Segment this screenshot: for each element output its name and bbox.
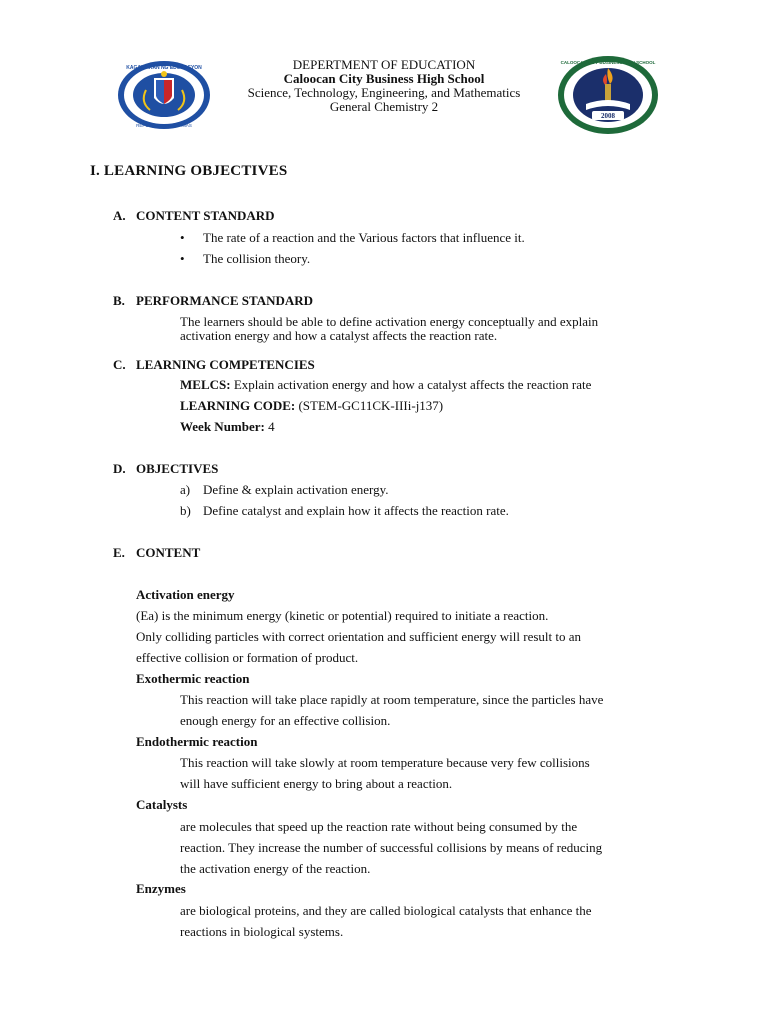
objectives-heading <box>113 461 218 477</box>
performance-standard-line-2: activation energy and how a catalyst affects the reaction rate. <box>180 328 498 343</box>
catalysts-line-3: the activation energy of the reaction. <box>180 861 371 876</box>
section-title: I. LEARNING OBJECTIVES <box>90 163 288 179</box>
objectives-letter: D. <box>113 461 126 476</box>
learning-competencies-heading <box>113 357 315 373</box>
bullet-icon: • <box>180 251 185 266</box>
melcs-label: MELCS: <box>180 377 231 392</box>
header-school-name: Caloocan City Business High School <box>283 71 485 86</box>
content-standard-bullet-2: The collision theory. <box>203 251 311 266</box>
bullet-icon: • <box>180 230 185 245</box>
content-standard-letter: A. <box>113 208 126 223</box>
exothermic-heading: Exothermic reaction <box>136 671 250 686</box>
melcs-line <box>180 378 591 392</box>
content-letter: E. <box>113 545 125 560</box>
endothermic-heading: Endothermic reaction <box>136 734 258 749</box>
exothermic-line-1: This reaction will take place rapidly at room temperature, since the particles have <box>180 692 604 707</box>
content-standard-bullet-1: The rate of a reaction and the Various factors that influence it. <box>203 230 525 245</box>
svg-text:REPUBLIKA NG PILIPINAS: REPUBLIKA NG PILIPINAS <box>136 123 192 128</box>
performance-standard-letter: B. <box>113 293 125 308</box>
objective-marker-b: b) <box>180 503 191 518</box>
enzymes-line-2: reactions in biological systems. <box>180 924 344 939</box>
svg-text:2008: 2008 <box>601 112 615 120</box>
learning-code-label: LEARNING CODE: <box>180 398 296 413</box>
performance-standard-heading <box>113 293 313 309</box>
objective-marker-a: a) <box>180 482 191 497</box>
activation-energy-line-1: (Ea) is the minimum energy (kinetic or potential) required to initiate a reaction. <box>136 608 549 623</box>
week-number-line <box>180 420 275 434</box>
content-standard-heading <box>113 208 275 224</box>
performance-standard-line-1: The learners should be able to define activation energy conceptually and explain <box>180 314 599 329</box>
enzymes-heading: Enzymes <box>136 881 186 896</box>
endothermic-line-2: will have sufficient energy to bring about a reaction. <box>180 776 453 791</box>
learning-code-line <box>180 399 443 413</box>
enzymes-line-1: are biological proteins, and they are called biological catalysts that enhance the <box>180 903 592 918</box>
exothermic-line-2: enough energy for an effective collision. <box>180 713 391 728</box>
melcs-text: Explain activation energy and how a catalyst affects the reaction rate <box>230 377 592 392</box>
activation-energy-line-2: Only colliding particles with correct orientation and sufficient energy will result to an <box>136 629 582 644</box>
svg-text:KAGAWARAN NG EDUKASYON: KAGAWARAN NG EDUKASYON <box>126 65 202 71</box>
week-number-label: Week Number: <box>180 419 265 434</box>
catalysts-line-2: reaction. They increase the number of successful collisions by means of reducing <box>180 840 603 855</box>
header-department: DEPERTMENT OF EDUCATION <box>292 57 476 72</box>
content-title: CONTENT <box>136 545 201 560</box>
learning-code-text: (STEM-GC11CK-IIIi-j137) <box>295 398 444 413</box>
catalysts-heading: Catalysts <box>136 797 188 812</box>
objective-item-a: Define & explain activation energy. <box>203 482 389 497</box>
performance-standard-title: PERFORMANCE STANDARD <box>136 293 314 308</box>
learning-competencies-title: LEARNING COMPETENCIES <box>136 357 315 372</box>
endothermic-line-1: This reaction will take slowly at room temperature because very few collisions <box>180 755 590 770</box>
activation-energy-line-3: effective collision or formation of product. <box>136 650 359 665</box>
svg-text:CALOOCAN CITY BUSINESS HIGH SC: CALOOCAN CITY BUSINESS HIGH SCHOOL <box>560 60 656 65</box>
objectives-title: OBJECTIVES <box>136 461 219 476</box>
week-number-text: 4 <box>264 419 275 434</box>
catalysts-line-1: are molecules that speed up the reaction rate without being consumed by the <box>180 819 578 834</box>
content-heading <box>113 545 200 561</box>
activation-energy-heading: Activation energy <box>136 587 235 602</box>
learning-competencies-letter: C. <box>113 357 126 372</box>
header-subject: General Chemistry 2 <box>329 99 439 114</box>
objective-item-b: Define catalyst and explain how it affects the reaction rate. <box>203 503 509 518</box>
content-standard-title: CONTENT STANDARD <box>136 208 275 223</box>
header-strand: Science, Technology, Engineering, and Mathematics <box>247 85 521 100</box>
